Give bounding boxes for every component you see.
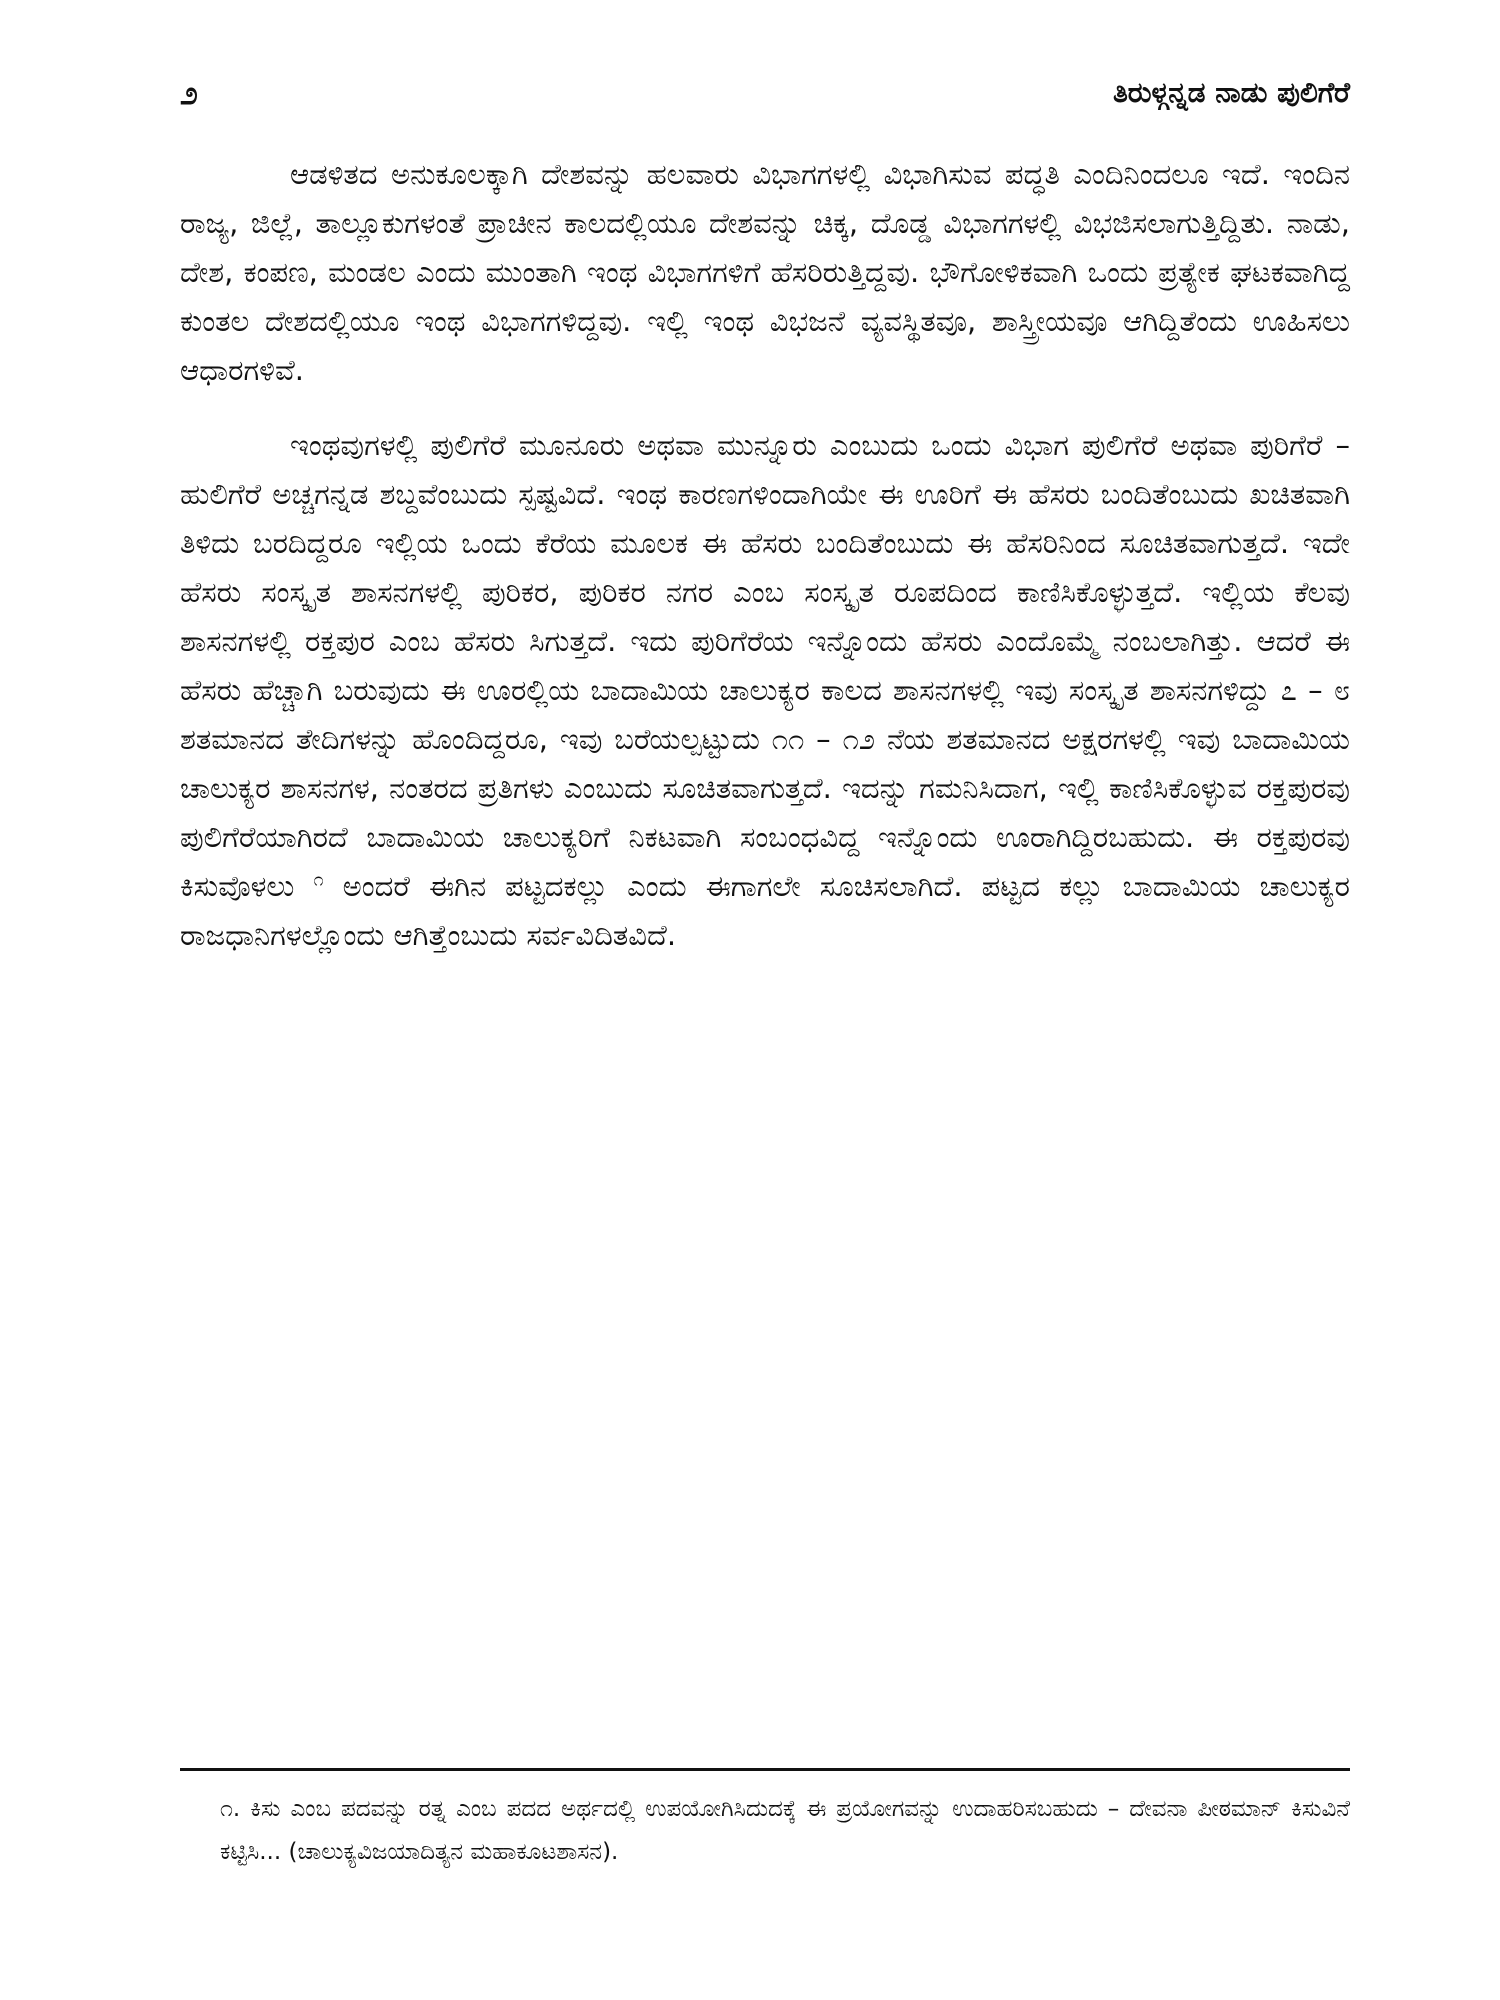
footnote-reference: ೧ bbox=[313, 869, 324, 891]
paragraph-2 bbox=[180, 421, 1350, 960]
page-header bbox=[180, 68, 1350, 118]
footnote bbox=[220, 1788, 1350, 1874]
page-number: ೨ bbox=[180, 73, 198, 112]
running-title: ತಿರುಳ್ಗನ್ನಡ ನಾಡು ಪುಲಿಗೆರೆ bbox=[1112, 76, 1350, 109]
footnote-marker: ೧. bbox=[220, 1796, 241, 1822]
footnote-text: ಕಿಸು ಎಂಬ ಪದವನ್ನು ರತ್ನ ಎಂಬ ಪದದ ಅರ್ಥದಲ್ಲಿ ಉಪಯೋಗಿಸಿದುದಕ್ಕೆ ಈ ಪ್ರಯೋಗವನ್ನು ಉದಾಹರಿಸಬಹುದು – ದೇವನಾ ಪೀಠಮಾನ್ ಕಿಸುವಿನೆ ಕಟ್ಟಿಸಿ... (ಚಾಲುಕ್ಯವಿಜಯಾದಿತ್ಯನ ಮಹಾಕೂಟಶಾಸನ). bbox=[220, 1796, 1350, 1865]
footnote-divider bbox=[180, 1768, 1350, 1771]
paragraph-2-text-before-ref: ಇಂಥವುಗಳಲ್ಲಿ ಪುಲಿಗೆರೆ ಮೂನೂರು ಅಥವಾ ಮುನ್ನೂರು ಎಂಬುದು ಒಂದು ವಿಭಾಗ ಪುಲಿಗೆರೆ ಅಥವಾ ಪುರಿಗೆರೆ – ಹುಲಿಗೆರೆ ಅಚ್ಚಗನ್ನಡ ಶಬ್ದವೆಂಬುದು ಸ್ಪಷ್ಟವಿದೆ. ಇಂಥ ಕಾರಣಗಳಿಂದಾಗಿಯೇ ಈ ಊರಿಗೆ ಈ ಹೆಸರು ಬಂದಿತೆಂಬುದು ಖಚಿತವಾಗಿ ತಿಳಿದು ಬರದಿದ್ದರೂ ಇಲ್ಲಿಯ ಒಂದು ಕೆರೆಯ ಮೂಲಕ ಈ ಹೆಸರು ಬಂದಿತೆಂಬುದು ಈ ಹೆಸರಿನಿಂದ ಸೂಚಿತವಾಗುತ್ತದೆ. ಇದೇ ಹೆಸರು ಸಂಸ್ಕೃತ ಶಾಸನಗಳಲ್ಲಿ ಪುರಿಕರ, ಪುರಿಕರ ನಗರ ಎಂಬ ಸಂಸ್ಕೃತ ರೂಪದಿಂದ ಕಾಣಿಸಿಕೊಳ್ಳುತ್ತದೆ. ಇಲ್ಲಿಯ ಕೆಲವು ಶಾಸನಗಳಲ್ಲಿ ರಕ್ತಪುರ ಎಂಬ ಹೆಸರು ಸಿಗುತ್ತದೆ. ಇದು ಪುರಿಗೆರೆಯ ಇನ್ನೊಂದು ಹೆಸರು ಎಂದೊಮ್ಮೆ ನಂಬಲಾಗಿತ್ತು. ಆದರೆ ಈ ಹೆಸರು ಹೆಚ್ಚಾಗಿ ಬರುವುದು ಈ ಊರಲ್ಲಿಯ ಬಾದಾಮಿಯ ಚಾಲುಕ್ಯರ ಕಾಲದ ಶಾಸನಗಳಲ್ಲಿ ಇವು ಸಂಸ್ಕೃತ ಶಾಸನಗಳಿದ್ದು ೭ – ೮ ಶತಮಾನದ ತೇದಿಗಳನ್ನು ಹೊಂದಿದ್ದರೂ, ಇವು ಬರೆಯಲ್ಪಟ್ಟುದು ೧೧ – ೧೨ ನೆಯ ಶತಮಾನದ ಅಕ್ಷರಗಳಲ್ಲಿ ಇವು ಬಾದಾಮಿಯ ಚಾಲುಕ್ಯರ ಶಾಸನಗಳ, ನಂತರದ ಪ್ರತಿಗಳು ಎಂಬುದು ಸೂಚಿತವಾಗುತ್ತದೆ. ಇದನ್ನು ಗಮನಿಸಿದಾಗ, ಇಲ್ಲಿ ಕಾಣಿಸಿಕೊಳ್ಳುವ ರಕ್ತಪುರವು ಪುಲಿಗೆರೆಯಾಗಿರದೆ ಬಾದಾಮಿಯ ಚಾಲುಕ್ಯರಿಗೆ ನಿಕಟವಾಗಿ ಸಂಬಂಧವಿದ್ದ ಇನ್ನೊಂದು ಊರಾಗಿದ್ದಿರಬಹುದು. ಈ ರಕ್ತಪುರವು ಕಿಸುವೊಳಲು bbox=[180, 428, 1350, 903]
paragraph-1: ಆಡಳಿತದ ಅನುಕೂಲಕ್ಕಾಗಿ ದೇಶವನ್ನು ಹಲವಾರು ವಿಭಾಗಗಳಲ್ಲಿ ವಿಭಾಗಿಸುವ ಪದ್ಧತಿ ಎಂದಿನಿಂದಲೂ ಇದೆ. ಇಂದಿನ ರಾಜ್ಯ, ಜಿಲ್ಲೆ, ತಾಲ್ಲೂಕುಗಳಂತೆ ಪ್ರಾಚೀನ ಕಾಲದಲ್ಲಿಯೂ ದೇಶವನ್ನು ಚಿಕ್ಕ, ದೊಡ್ಡ ವಿಭಾಗಗಳಲ್ಲಿ ವಿಭಜಿಸಲಾಗುತ್ತಿದ್ದಿತು. ನಾಡು, ದೇಶ, ಕಂಪಣ, ಮಂಡಲ ಎಂದು ಮುಂತಾಗಿ ಇಂಥ ವಿಭಾಗಗಳಿಗೆ ಹೆಸರಿರುತ್ತಿದ್ದವು. ಭೌಗೋಳಿಕವಾಗಿ ಒಂದು ಪ್ರತ್ಯೇಕ ಘಟಕವಾಗಿದ್ದ ಕುಂತಲ ದೇಶದಲ್ಲಿಯೂ ಇಂಥ ವಿಭಾಗಗಳಿದ್ದವು. ಇಲ್ಲಿ ಇಂಥ ವಿಭಜನೆ ವ್ಯವಸ್ಥಿತವೂ, ಶಾಸ್ತ್ರೀಯವೂ ಆಗಿದ್ದಿತೆಂದು ಊಹಿಸಲು ಆಧಾರಗಳಿವೆ. bbox=[180, 157, 1350, 387]
paragraph-2-text-after-ref: ಅಂದರೆ ಈಗಿನ ಪಟ್ಟದಕಲ್ಲು ಎಂದು ಈಗಾಗಲೇ ಸೂಚಿಸಲಾಗಿದೆ. ಪಟ್ಟದ ಕಲ್ಲು ಬಾದಾಮಿಯ ಚಾಲುಕ್ಯರ ರಾಜಧಾನಿಗಳಲ್ಲೊಂದು ಆಗಿತ್ತೆಂಬುದು ಸರ್ವವಿದಿತವಿದೆ. bbox=[180, 869, 1351, 952]
body-text bbox=[180, 150, 1350, 986]
